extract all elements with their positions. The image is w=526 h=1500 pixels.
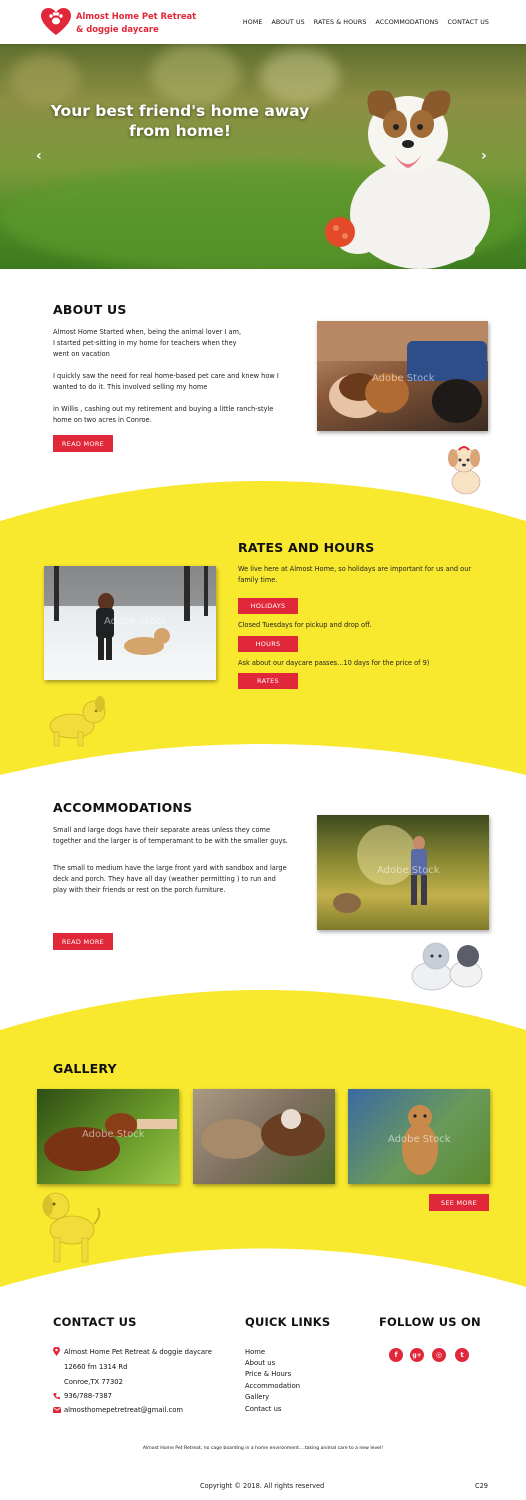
hero-next-arrow-icon[interactable]: › (481, 148, 487, 164)
about-paragraph-2 (53, 371, 279, 393)
contact-business-name: Almost Home Pet Retreat & doggie daycare (64, 1348, 212, 1356)
hero-bokeh (150, 44, 240, 104)
accommodations-paragraph-1 (53, 825, 288, 847)
hours-button[interactable]: HOURS (238, 636, 298, 652)
nav-accommodations[interactable]: ACCOMMODATIONS (375, 19, 439, 26)
gallery-photo-1[interactable] (37, 1089, 179, 1184)
gallery-title: GALLERY (53, 1061, 117, 1076)
gallery-photo-3-watermark: Adobe Stock (388, 1134, 451, 1145)
twitter-icon[interactable]: t (455, 1348, 469, 1362)
about-photo (317, 321, 488, 431)
about-p1-line: Almost Home Started when, being the animal lover I am, (53, 328, 242, 336)
accommodations-p1-line: Small and large dogs have their separate areas unless they come (53, 826, 271, 834)
rates-p1-line: family time. (238, 576, 278, 584)
hero-dog-photo (300, 64, 510, 269)
about-read-more-button[interactable]: READ MORE (53, 435, 113, 452)
about-paragraph-1 (53, 327, 241, 360)
holidays-button[interactable]: HOLIDAYS (238, 598, 298, 614)
about-paragraph-3 (53, 404, 273, 426)
cartoon-husky-icon (402, 934, 490, 996)
nav-contact-us[interactable]: CONTACT US (447, 19, 489, 26)
contact-address-line1: 12660 fm 1314 Rd (64, 1363, 128, 1371)
about-p2-line: I quickly saw the need for real home-based pet care and knew how I (53, 372, 279, 380)
instagram-icon[interactable]: ◎ (432, 1348, 446, 1362)
accommodations-photo (317, 815, 489, 930)
hero-headline-line1: Your best friend's home away (50, 102, 310, 120)
nav-home[interactable]: HOME (242, 19, 263, 26)
contact-address-line2: Conroe,TX 77302 (64, 1378, 123, 1386)
cartoon-running-dog-icon (40, 692, 112, 748)
accommodations-p2-line: play with their friends or rest on the porch furniture. (53, 886, 226, 894)
footer-copyright: Copyright © 2018. All rights reserved (200, 1482, 325, 1490)
accommodations-p2-line: The small to medium have the large front yard with sandbox and large (53, 864, 287, 872)
contact-email[interactable]: almosthomepetretreat@gmail.com (64, 1406, 183, 1414)
accommodations-p1-line: together and the larger is of temperamant to be with the smaller guys. (53, 837, 288, 845)
about-title: ABOUT US (53, 302, 127, 317)
about-p1-line: went on vacation (53, 350, 110, 358)
accommodations-title: ACCOMMODATIONS (53, 800, 193, 815)
nav-rates-hours[interactable]: RATES & HOURS (313, 19, 367, 26)
gallery-photo-2[interactable] (193, 1089, 335, 1184)
gallery-see-more-button[interactable]: SEE MORE (429, 1194, 489, 1211)
rates-paragraph-3: Ask about our daycare passes...10 days for the price of 9) (238, 659, 430, 667)
follow-title: FOLLOW US ON (379, 1315, 481, 1329)
facebook-icon[interactable]: f (389, 1348, 403, 1362)
rates-paragraph-2: Closed Tuesdays for pickup and drop off. (238, 621, 372, 629)
accommodations-photo-watermark: Adobe Stock (377, 865, 440, 876)
main-nav (243, 19, 489, 26)
gallery-photo-3[interactable] (348, 1089, 490, 1184)
site-header (0, 0, 526, 44)
about-p3-line: in Willis , cashing out my retirement and buying a little ranch-style (53, 405, 274, 413)
hero-prev-arrow-icon[interactable]: ‹ (36, 148, 42, 164)
accommodations-paragraph-2 (53, 863, 287, 896)
quick-link-about-us[interactable]: About us (245, 1359, 276, 1367)
quick-link-gallery[interactable]: Gallery (245, 1393, 270, 1401)
rates-title: RATES AND HOURS (238, 540, 375, 555)
cartoon-golden-dog-icon (38, 1186, 104, 1266)
footer-tagline: Almost Home Pet Retreat, no cage boarding in a home environment....taking animal care to a new level! (142, 1446, 384, 1451)
quick-links-title: QUICK LINKS (245, 1315, 331, 1329)
rates-p1-line: We live here at Almost Home, so holidays are important for us and our (238, 565, 472, 573)
contact-phone[interactable]: 936/788-7387 (64, 1392, 112, 1400)
quick-link-accommodation[interactable]: Accommodation (245, 1382, 301, 1390)
nav-about-us[interactable]: ABOUT US (271, 19, 305, 26)
about-p2-line: wanted to do it. This involved selling my home (53, 383, 208, 391)
contact-title: CONTACT US (53, 1315, 137, 1329)
footer-code: C29 (475, 1482, 488, 1490)
accommodations-p2-line: deck and porch. They have all day (weather permitting ) to run and (53, 875, 276, 883)
hero-headline-line2: from home! (129, 122, 231, 140)
hero-bokeh (10, 54, 80, 104)
gallery-photo-1-watermark: Adobe Stock (82, 1129, 145, 1140)
gallery-photo-2-art (193, 1089, 335, 1184)
accommodations-read-more-button[interactable]: READ MORE (53, 933, 113, 950)
google-plus-icon[interactable]: g+ (410, 1348, 424, 1362)
brand-line1: Almost Home Pet Retreat (76, 11, 197, 21)
about-p3-line: home on two acres in Conroe. (53, 416, 152, 424)
phone-icon (53, 1392, 61, 1400)
rates-button[interactable]: RATES (238, 673, 298, 689)
hero-headline (40, 101, 320, 141)
hero-slider (0, 44, 526, 269)
quick-link-home[interactable]: Home (245, 1348, 266, 1356)
brand-line2: & doggie daycare (76, 24, 159, 34)
about-p1-line: I started pet-sitting in my home for teachers when they (53, 339, 237, 347)
map-pin-icon (53, 1347, 60, 1356)
about-photo-watermark: Adobe Stock (372, 373, 435, 384)
rates-paragraph-1 (238, 564, 471, 586)
heart-paw-logo-icon[interactable] (40, 7, 72, 37)
rates-photo-watermark: Adobe Stock (104, 616, 167, 627)
brand-name[interactable] (76, 10, 196, 36)
rates-photo (44, 566, 216, 680)
email-icon (53, 1407, 61, 1413)
quick-link-contact-us[interactable]: Contact us (245, 1405, 282, 1413)
quick-link-price-hours[interactable]: Price & Hours (245, 1370, 292, 1378)
